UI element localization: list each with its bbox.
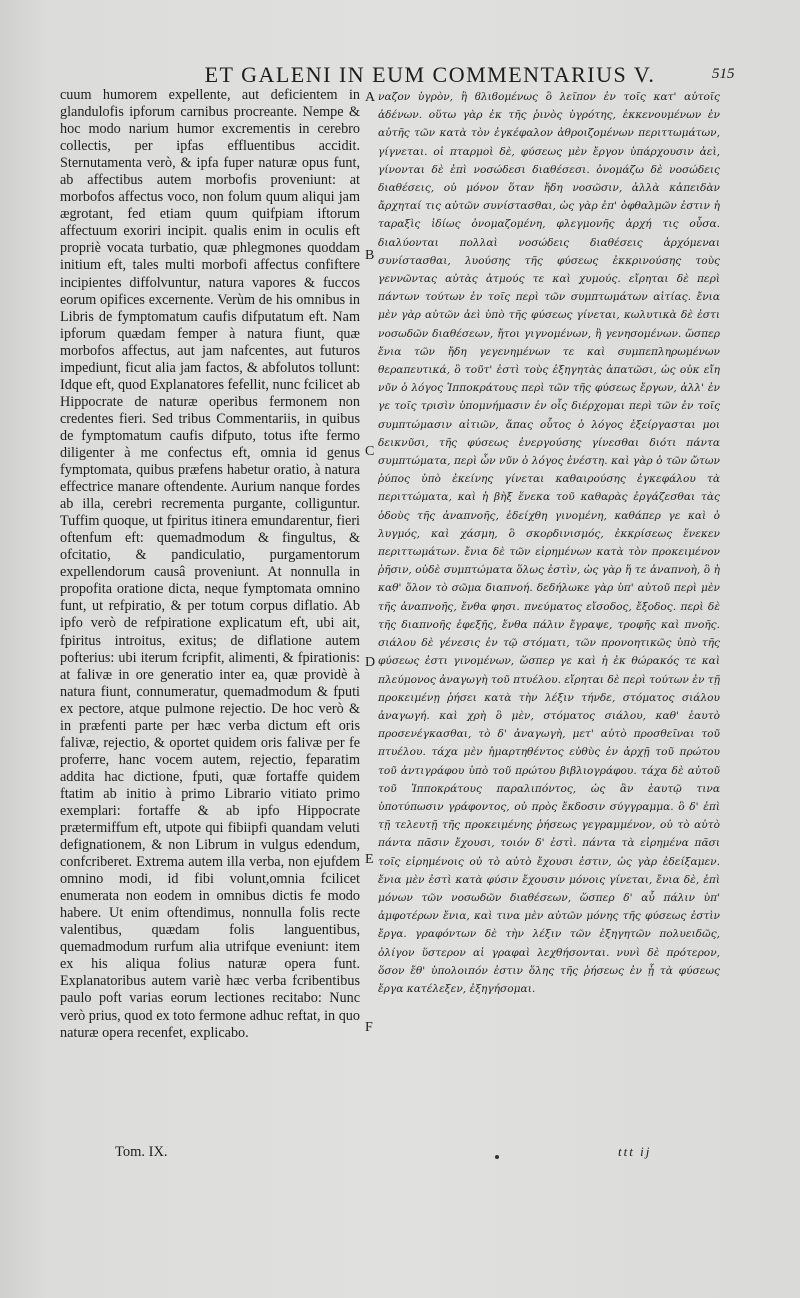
- margin-letter-b: B: [365, 248, 375, 263]
- running-title: ET GALENI IN EUM COMMENTARIUS V.: [204, 62, 656, 87]
- margin-letter-e: E: [365, 852, 374, 867]
- latin-text: cuum humorem expellente, aut deficientem in glandulofis ipforum carnibus procreante. Nempe & hoc modo narium humor excrementis in cerebro collectis, per ipfas effluentibus accidit. Sternutamenta verò, & ipfa fuper naturæ opus funt, ab affectibus autem morbofis proveniunt: at morbofos affectus voco, non folum quum aliqui jam ægrotant, fed etiam quum quifpiam iftorum affectuum exoriri incipit. qualis enim in oculis eft propriè vocata turbatio, quæ phlegmones quoddam initium eft, tales multi morbofi affectus confiftere incipientes diffolvuntur, natura vapores & fuccos eorum opifices excernente. Verùm de his omnibus in Libris de fymptomatum caufis difputatum eft. Nam ipforum quædam femper à natura fiunt, quæ morbofos affectus, aut jam nafcentes, aut futuros impediunt, ficut alia jam factos, & abfolutos tollunt: Idque eft, quod Explanatores fefellit, nunc fcilicet ab Hippocrate de naturæ operibus fermonem non credentes fieri. Sed tribus Commentariis, in quibus de fymptomatum caufis difputo, totus ifte fermo diligenter à me confectus eft, omnia id genus fymptomata, quibus præfens habetur oratio, à natura effectrice manare oftendente. Aurium nanque fordes ab illa, cerebri recrementa purgante, colliguntur. Tuffim quoque, ut fpiritus itinera emundarentur, fieri oftenfum eft: quemadmodum & fingultus, & ofcitatio, & pandiculatio, purgamentorum expellendorum causâ proveniunt. At nonnulla in propofita oratione dicta, neque fymptomata omnino funt, ut refpiratio, & per totum corpus diflatio. Ab ipfo verò de refpiratione explicatum eft, ubi ait, fpiritus introitus, exitus; de diflatione autem pofterius: ubi iterum fcripfit, alimenti, & fpirationis: at falivæ in ore generatio inter ea, quæ providè à natura fiunt, connumeratur, quemadmodum & fputi ex pectore, atque pulmone rejectio. De hoc verò & in præfenti parte per hæc verba dictum eft oris falivæ, rejectio, & oportet quidem oris falivæ per fe proferre, hanc vocem autem, rejectio, feparatim addita hac dictione, fputi, quæ fortaffe quidem ftatim ab initio à primo Librario vitiato primo exemplari: fortaffe & ab ipfo Hippocrate prætermiffum eft, utpote qui fibiipfi quandam veluti defignationem, & non Librum in vulgus edendum, confcriberet. Extrema autem illa verba, non ejufdem omnino modi, id fibi volunt,omnia fcilicet enumerata non eodem in omnibus dictis fe modo habere. Ut enim oftendimus, nonnulla folis recte valentibus, quædam folis languentibus, quemadmodum rurfum alia utrifque eveniunt: item ex his aliqua folius naturæ opera funt. Explanatoribus autem variè hæc verba fcribentibus paulo poft varias eorum lectiones recitabo: Nunc verò prius, quod ex toto fermone adhuc reftat, in quo naturæ opera recenfet, explicabo.: [60, 87, 360, 1041]
- footer-dot: [495, 1155, 499, 1159]
- margin-letter-a: A: [365, 90, 376, 105]
- latin-column: [60, 87, 360, 1042]
- margin-letter-f: F: [365, 1020, 373, 1035]
- greek-text: ναζον ὑγρὸν, ἢ ϐλιϐομένως ὃ λεῖπον ἐν τοῖς κατ' αὐτοῖς ἀδένων. οὕτω γὰρ ἐκ τῆς ῥινὸς ὑγρότης, ἐκκενουμένων ἐν αὐτῆς τῶν κατὰ τὸν ἐγκέφαλον ἀθροιζομένων περιττωμάτων, γίγνεται. οἱ πταρμοὶ δὲ, φύσεως μὲν ἔργον ὑπάρχουσιν ἀεὶ, γίνονται δὲ ἐπὶ νοσώδεσι διαθέσεσι. ὀνομάζω δὲ νοσώδεις διαθέσεις, οὐ μόνον ὅταν ἤδη νοσῶσιν, ἀλλὰ κἀπειδὰν ἄρχηταί τις αὐτῶν συνίστασθαι, ὡς γὰρ ἐπ' ὀφθαλμῶν ἐστιν ἡ ταραξὶς ἰδίως ὀνομαζομένη, φλεγμονῆς ἀρχή τις οὖσα. διαλύονται πολλαὶ νοσώδεις διαθέσεις ἀρχόμεναι συνίστασθαι, λυούσης τῆς φύσεως ἐκκρινούσης τοὺς γεννῶντας αὐτὰς ἀτμούς τε καὶ χυμούς. εἴρηται δὲ περὶ πάντων τούτων ἐν τοῖς περὶ τῶν συμπτωμάτων αἰτίας. ἔνια μὲν γὰρ αὐτῶν ἀεὶ ὑπὸ τῆς φύσεως γίνεται, κωλυτικὰ δὲ ἐστι νοσωδῶν διαθέσεων, ἤτοι γιγνομένων, ἢ γενησομένων. ὥσπερ ἔνια τῶν ἤδη γεγενημένων τε καὶ συμπεπληρωμένων θεραπευτικά, ὃ τοῦτ' ἐστὶ τοὺς ἐξηγητὰς ἀπατῶσι, ὡς οὐκ εἴη νῦν ὁ λόγος Ἱπποκράτους περὶ τῶν τῆς φύσεως ἔργων, ἀλλ' ἐν γε τοῖς τρισὶν ὑπομνήμασιν ἐν οἷς διέρχομαι περὶ τῶν ἐν τοῖς συμπτώμασιν αἰτιῶν, ἅπας οὗτος ὁ λόγος ἐξείργασται μοι δεικνῦσι, τῆς φύσεως ἐνεργούσης γίνεσθαι διότι πάντα συμπτώματα, περὶ ὧν νῦν ὁ λόγος ἐνέστη. καὶ γὰρ ὁ τῶν ὤτων ῥύπος ὑπὸ ἐκείνης γίνεται καθαιρούσης ἐγκεφάλου τὰ περιττώματα, καὶ ἡ βὴξ ἕνεκα τοῦ καθαρὰς ἐργάζεσθαι τὰς ὁδοὺς τῆς ἀναπνοῆς, ἐδείχθη γινομένη, καθάπερ γε καὶ ὁ λυγμός, καὶ χάσμη, ὃ σκορδινισμός, ἐκκρίσεως ἕνεκεν περιττωμάτων. ἔνια δὲ τῶν εἰρημένων κατὰ τὸν προκειμένον ῥῆσιν, οὐδὲ συμπτώματα ὅλως ἐστὶν, ὡς γὰρ ἥ τε ἀναπνοὴ, ὃ ἡ καθ' ὅλον τὸ σῶμα διαπνοή. δεδήλωκε γὰρ ὑπ' αὐτοῦ περὶ μὲν τῆς ἀναπνοῆς, ἔνθα φησι. πνεύματος εἴσοδος, ἔξοδος. περὶ δὲ τῆς διαπνοῆς ἐφεξῆς, ἔνθα πάλιν ἔγραψε, τροφῆς καὶ πνοῆς. σιάλου δὲ γένεσις ἐν τῷ στόματι, τῶν προνοητικῶς ὑπὸ τῆς φύσεως ἐστι γινομένων, ὥσπερ γε καὶ ἡ ἐκ θώρακός τε καὶ πλεύμονος ἀναγωγὴ τοῦ πτυέλου. εἴρηται δὲ περὶ τούτων ἐν τῇ προκειμένῃ ῥήσει κατὰ τὴν λέξιν τήνδε, στόματος σιάλου ἀναγωγή. καὶ χρὴ ὃ μὲν, στόματος σιάλου, καθ' ἑαυτὸ προσενέγκασθαι, τὸ δ' ἀναγωγὴ, μετ' αὐτὸ προσθεῖναι τοῦ πτυέλου. τάχα μὲν ἡμαρτηθέντος εὐθὺς ἐν ἀρχῇ τοῦ πρώτου τοῦ ἀντιγράφου ὑπὸ τοῦ πρώτου βιβλιογράφου. τάχα δὲ αὐτοῦ τοῦ Ἱπποκράτους παραλιπόντος, ὡς ἂν ἑαυτῷ τινα ὑποτύπωσιν γράφοντος, οὐ πρὸς ἔκδοσιν σύγγραμμα. ὃ δ' ἐπὶ τῇ τελευτῇ τῆς προκειμένης ῥήσεως γεγραμμένον, οὐ τὸ αὐτὸ πάντα πᾶσιν ἔχουσι, τοιόν δ' ἐστὶ. πάντα τὰ εἰρημένα πᾶσι τοῖς εἰρημένοις οὐ τὸ αὐτὸ ἔχουσι ἐστιν, ὡς γὰρ ἐδείξαμεν. ἔνια μὲν ἐστὶ κατὰ φύσιν ἔχουσιν μόνοις γίνεται, ἔνια δὲ, ἐπὶ μόνων τῶν νοσωδῶν διαθέσεων, ὥσπερ δ' αὖ πάλιν ὑπ' ἀμφοτέρων ἔνια, καὶ τινα μὲν αὐτῶν μόνης τῆς φύσεως ἐστὶν ἔργα. γραφόντων δὲ τὴν λέξιν τῶν ἐξηγητῶν πολυειδῶς, ὀλίγον ὕστερον αἱ γραφαὶ λεχθήσονται. νυνὶ δὲ πρότερον, ὅσον ἔθ' ὑπολοιπόν ἐστιν ὅλης τῆς ῥήσεως ἐν ᾗ τὰ φύσεως ἔργα κατέλεξεν, ἐξηγήσομαι.: [378, 91, 720, 995]
- page-number: 515: [712, 66, 735, 82]
- signature-mark: ttt ij: [618, 1144, 652, 1159]
- margin-letter-d: D: [365, 655, 376, 670]
- margin-letter-c: C: [365, 444, 375, 459]
- greek-column: [378, 88, 720, 998]
- volume-mark: Tom. IX.: [115, 1144, 168, 1160]
